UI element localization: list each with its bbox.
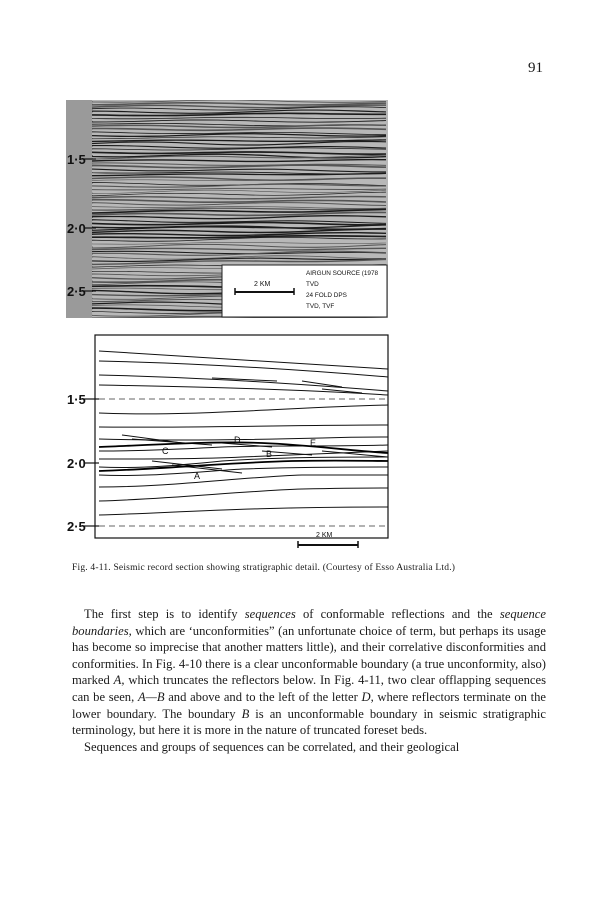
italic-term: sequences: [244, 607, 296, 621]
paragraph: [72, 606, 546, 739]
depth-label: 2·0: [67, 221, 86, 236]
italic-term: A,: [113, 673, 125, 688]
caption-prefix: Fig. 4-11.: [72, 563, 111, 573]
text-run: of conformable reflections and the: [295, 607, 500, 621]
figure-svg: [62, 95, 394, 555]
text-run: which are ‘unconformities” (an unfortunate choice of term, but perhaps its usage has become so imprecise that another matters little), and their correlative disconformities and conformities. In Fig. 4-10 there is a clear unconformable boundary (a true unconformity, also) marked: [72, 623, 546, 688]
paragraph: Sequences and groups of sequences can be correlated, and their geological: [84, 739, 460, 754]
interpretation-panel: [67, 335, 388, 548]
seismic-reflector: [92, 319, 386, 322]
seismic-record-panel: [66, 100, 388, 322]
page-number: 91: [528, 60, 543, 76]
italic-term: sequence boundaries,: [72, 607, 546, 638]
depth-label: 2·5: [67, 284, 86, 299]
text-run: which truncates the reflectors below. In Fig. 4-11, two clear offlapping sequences can be seen,: [72, 673, 546, 704]
caption-text: Seismic record section showing stratigraphic detail. (Courtesy of Esso Australia Ltd.): [113, 563, 456, 573]
horizon-letter-a: A: [194, 471, 201, 481]
scale-label: 2 KM: [254, 281, 271, 288]
figure-caption: [72, 562, 546, 575]
acquisition-note: 24 FOLD DPS: [306, 292, 347, 299]
horizon-letter-c: C: [162, 446, 169, 456]
text-run: The first step is to identify: [84, 607, 245, 621]
text-run: and above and to the left of the letter: [164, 689, 362, 704]
acquisition-note: TVD, TVF: [306, 303, 335, 310]
depth-label: 2·0: [67, 456, 86, 471]
italic-term: B: [241, 706, 250, 721]
body-text: [72, 606, 546, 755]
horizon-letter-d: D: [234, 435, 241, 445]
depth-label: 2·5: [67, 519, 86, 534]
acquisition-note: AIRGUN SOURCE (1978: [306, 270, 379, 277]
acquisition-note: TVD: [306, 281, 319, 288]
depth-label: 1·5: [67, 152, 86, 167]
italic-term: D,: [361, 689, 374, 704]
italic-term: A—B: [137, 689, 165, 704]
scale-label: 2 KM: [316, 532, 333, 539]
depth-label: 1·5: [67, 392, 86, 407]
text-run: is an unconformable boundary in seismic stratigraphic terminology, but here it is more in the nature of truncated foreset beds.: [72, 706, 546, 738]
horizon-letter-e: E: [310, 438, 317, 448]
horizon-letter-b: B: [266, 449, 273, 459]
text-run: where reflectors terminate on the lower boundary. The boundary: [72, 689, 546, 721]
figure-4-11: [62, 95, 394, 555]
